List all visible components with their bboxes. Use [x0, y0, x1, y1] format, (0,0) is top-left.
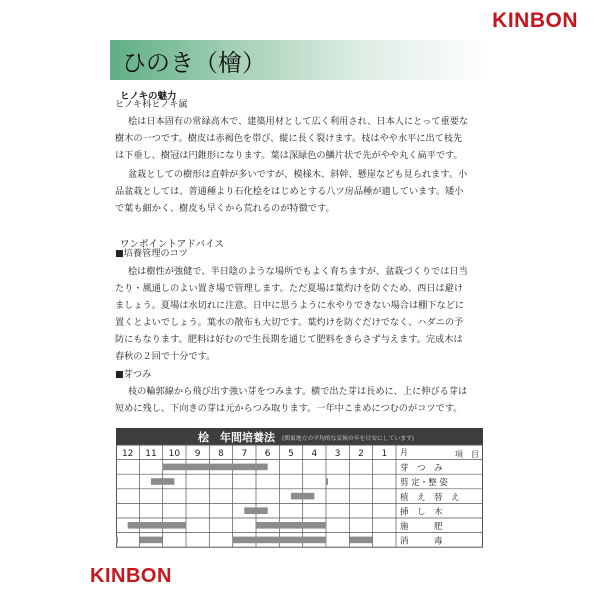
charm-para1-line1: 桧は日本固有の常緑高木で、建築用材として広く利用され、日本人にとって重要な [128, 116, 469, 127]
cultivation-line4: 置くとよいでしょう。葉水の散布も大切です。葉灼けを防ぐだけでなく、ハダニの予 [115, 317, 464, 328]
chart-month-label: 3 [334, 449, 341, 459]
chart-period-bar [151, 478, 174, 485]
chart-period-bar [128, 522, 186, 529]
chart-item-header: 項 目 [455, 450, 479, 459]
cultivation-line3: ましょう。夏場は水切れに注意。日中に思うように水やりできない場合は棚下などに [115, 300, 465, 311]
cultivation-line6: 春秋の２回で十分です。 [115, 351, 216, 362]
family-line: ヒノキ科ヒノキ属 [115, 99, 188, 110]
chart-period-bar [349, 537, 372, 544]
cultivation-heading: ■培養管理のコツ [115, 248, 188, 259]
chart-row-label: 挿 し 木 [400, 507, 443, 518]
chart-period-bar [163, 464, 268, 471]
chart-month-label: 11 [145, 449, 157, 459]
cultivation-line2: たり・風通しのよい置き場で管理します。ただ夏場は葉灼けを防ぐため、西日は避け [115, 283, 464, 294]
pinching-line1: 枝の輪郭線から飛び出す強い芽をつみます。横で出た芽は長めに、上に伸びる芽は [128, 386, 468, 397]
page-title: ひのき（檜） [122, 49, 266, 77]
chart-period-bar [326, 478, 328, 485]
chart-month-label: 1 [381, 449, 388, 459]
chart-month-label: 4 [311, 449, 318, 459]
title-band [110, 40, 490, 80]
chart-row-label: 施 肥 [400, 522, 443, 532]
advice-heading: ワンポイントアドバイス [120, 239, 224, 250]
chart-svg [116, 428, 483, 557]
cultivation-line5: 防にもなります。肥料は好むので生長期を通じて肥料をきらさず与えます。完成木は [115, 334, 463, 345]
chart-subtitle: (関東地方の平均的な気候の年を目安にしています) [282, 436, 415, 442]
chart-row-label: 芽 つ み [400, 463, 443, 474]
chart-title: 桧 年間培養法 [198, 431, 275, 444]
chart-month-header: 月 [400, 448, 408, 457]
chart-row-label: 消 毒 [400, 536, 443, 547]
chart-period-bar [244, 507, 267, 514]
chart-month-label: 5 [288, 449, 294, 459]
chart-period-bar [256, 522, 326, 529]
chart-row-label: 剪 定・整 姿 [400, 478, 448, 489]
pinching-heading: ■芽つみ [115, 369, 152, 380]
charm-heading: ヒノキの魅力 [120, 91, 177, 102]
pinching-line2: 短めに残し、下向きの芽は元からつみ取ります。一年中こまめにつむのがコツです。 [115, 403, 463, 414]
chart-month-label: 10 [168, 449, 181, 459]
chart-month-label: 2 [358, 449, 364, 459]
brand-logo-bottom: KINBON [90, 565, 172, 587]
chart-row-label: 植 え 替 え [400, 492, 460, 503]
charm-para2-line1: 盆栽としての樹形は直幹が多いですが、模様木、斜幹、懸崖なども見られます。小 [128, 169, 468, 180]
annual-cultivation-chart [116, 428, 483, 557]
cultivation-line1: 桧は樹性が強健で、半日陰のような場所でもよく育ちますが、盆栽づくりでは日当 [128, 266, 468, 277]
chart-period-bar [291, 493, 314, 500]
charm-para2-line3: で葉も細かく、樹皮も早くから荒れるのが特徴です。 [115, 203, 335, 214]
chart-period-bar [139, 537, 162, 544]
chart-month-label: 8 [218, 449, 224, 459]
charm-para1-line2: 樹木の一つです。樹皮は赤褐色を帯び、縦に長く裂けます。枝はやや水平に出て枝先 [115, 133, 463, 144]
chart-month-label: 9 [194, 449, 201, 459]
chart-period-bar [116, 537, 118, 544]
brand-logo-top: KINBON [492, 9, 578, 32]
chart-period-bar [233, 537, 326, 544]
chart-month-label: 7 [241, 449, 248, 459]
chart-month-label: 6 [264, 449, 271, 459]
chart-month-label: 12 [121, 449, 134, 459]
charm-para1-line3: は下垂し、樹冠は円錐形になります。葉は深緑色の鱗片状で先がやや丸く扁平です。 [115, 150, 463, 161]
charm-para2-line2: 品盆栽としては、普通種より石化桧をはじめとする八ツ房品種が適しています。矮小 [115, 186, 464, 197]
